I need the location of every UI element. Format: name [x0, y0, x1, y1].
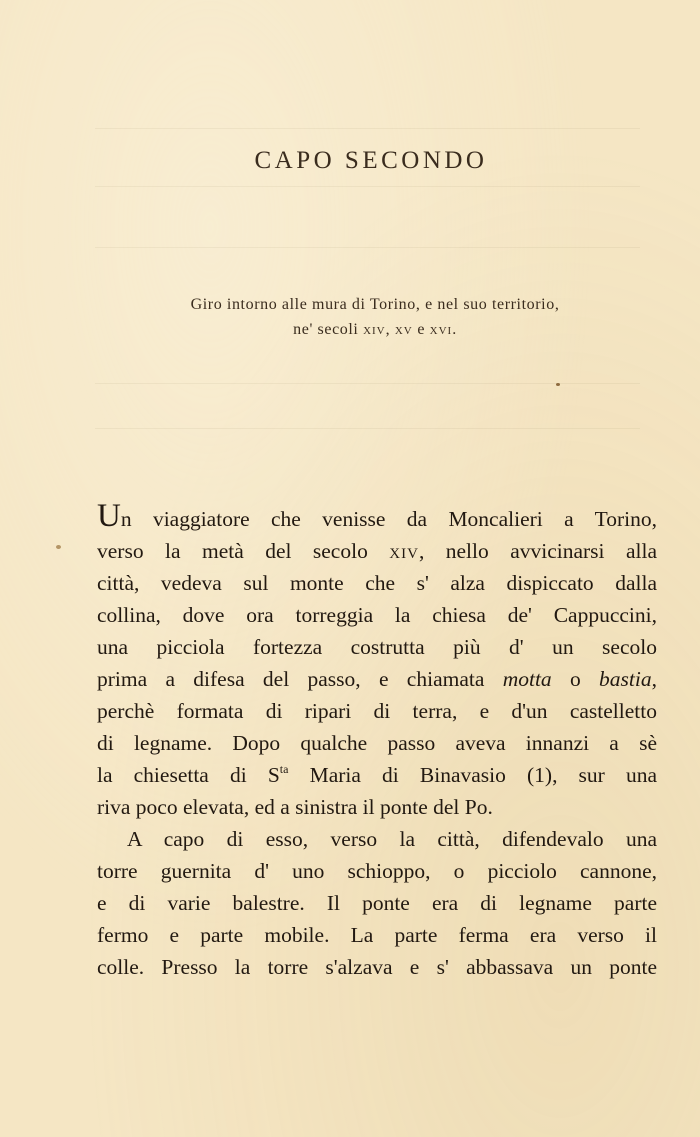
text-run: prima a difesa del passo, e chiamata [97, 667, 503, 691]
text-line: riva poco elevata, ed a sinistra il ponte del Po. [97, 795, 493, 819]
text-line: fermo e parte mobile. La parte ferma era verso il [97, 923, 657, 947]
paragraph-1 [97, 498, 658, 823]
text-run: o [551, 667, 600, 691]
text-run: , nello avvicinarsi alla [418, 539, 657, 563]
summary-line: Giro intorno alle mura di Torino, e nel suo territorio, [190, 296, 560, 313]
century-numeral: xiv [389, 539, 419, 563]
summary-text: ne' secoli [293, 321, 364, 338]
text-line [97, 663, 657, 695]
text-line: perchè formata di ripari di terra, e d'un castelletto [97, 699, 657, 723]
italic-term: motta [502, 667, 552, 691]
century-numeral: xv [394, 321, 413, 338]
italic-term: bastia [599, 667, 652, 691]
text-line [97, 498, 657, 535]
paper-speck [556, 383, 560, 386]
chapter-title: CAPO SECONDO [254, 147, 488, 174]
summary-line [0, 317, 700, 342]
bleed-through-line [95, 428, 640, 429]
text-run: , [651, 667, 657, 691]
text-line: collina, dove ora torreggia la chiesa de' Cappuccini, [97, 603, 657, 627]
text-line: e di varie balestre. Il ponte era di legname parte [97, 891, 657, 915]
century-numeral: xiv [363, 321, 386, 338]
text-line: di legname. Dopo qualche passo aveva innanzi a sè [97, 731, 657, 755]
bleed-through-line [95, 128, 640, 129]
text-run: Maria di Binavasio (1), sur una [288, 763, 658, 787]
summary-separator: . [452, 321, 457, 338]
text-line: colle. Presso la torre s'alzava e s' abbassava un ponte [97, 955, 657, 979]
body-text [97, 498, 658, 983]
text-line [97, 535, 657, 567]
text-run: verso la metà del secolo [97, 539, 390, 563]
bleed-through-line [95, 186, 640, 187]
text-line: una picciola fortezza costrutta più d' un secolo [97, 635, 657, 659]
summary-separator: e [412, 321, 430, 338]
text-run: n viaggiatore che venisse da Moncalieri a Torino, [120, 507, 657, 531]
summary-separator: , [385, 321, 395, 338]
text-run: la chiesetta di S [97, 763, 280, 787]
text-line: città, vedeva sul monte che s' alza dispiccato dalla [97, 571, 657, 595]
paragraph-2 [97, 823, 657, 983]
bleed-through-line [95, 247, 640, 248]
century-numeral: xvi [429, 321, 453, 338]
drop-cap: U [97, 498, 121, 534]
superscript: ta [279, 762, 289, 776]
chapter-summary [0, 292, 700, 342]
paper-speck [56, 545, 61, 549]
text-line: A capo di esso, verso la città, difendevalo una [127, 827, 657, 851]
text-line: torre guernita d' uno schioppo, o picciolo cannone, [97, 859, 657, 883]
text-line [97, 759, 657, 791]
